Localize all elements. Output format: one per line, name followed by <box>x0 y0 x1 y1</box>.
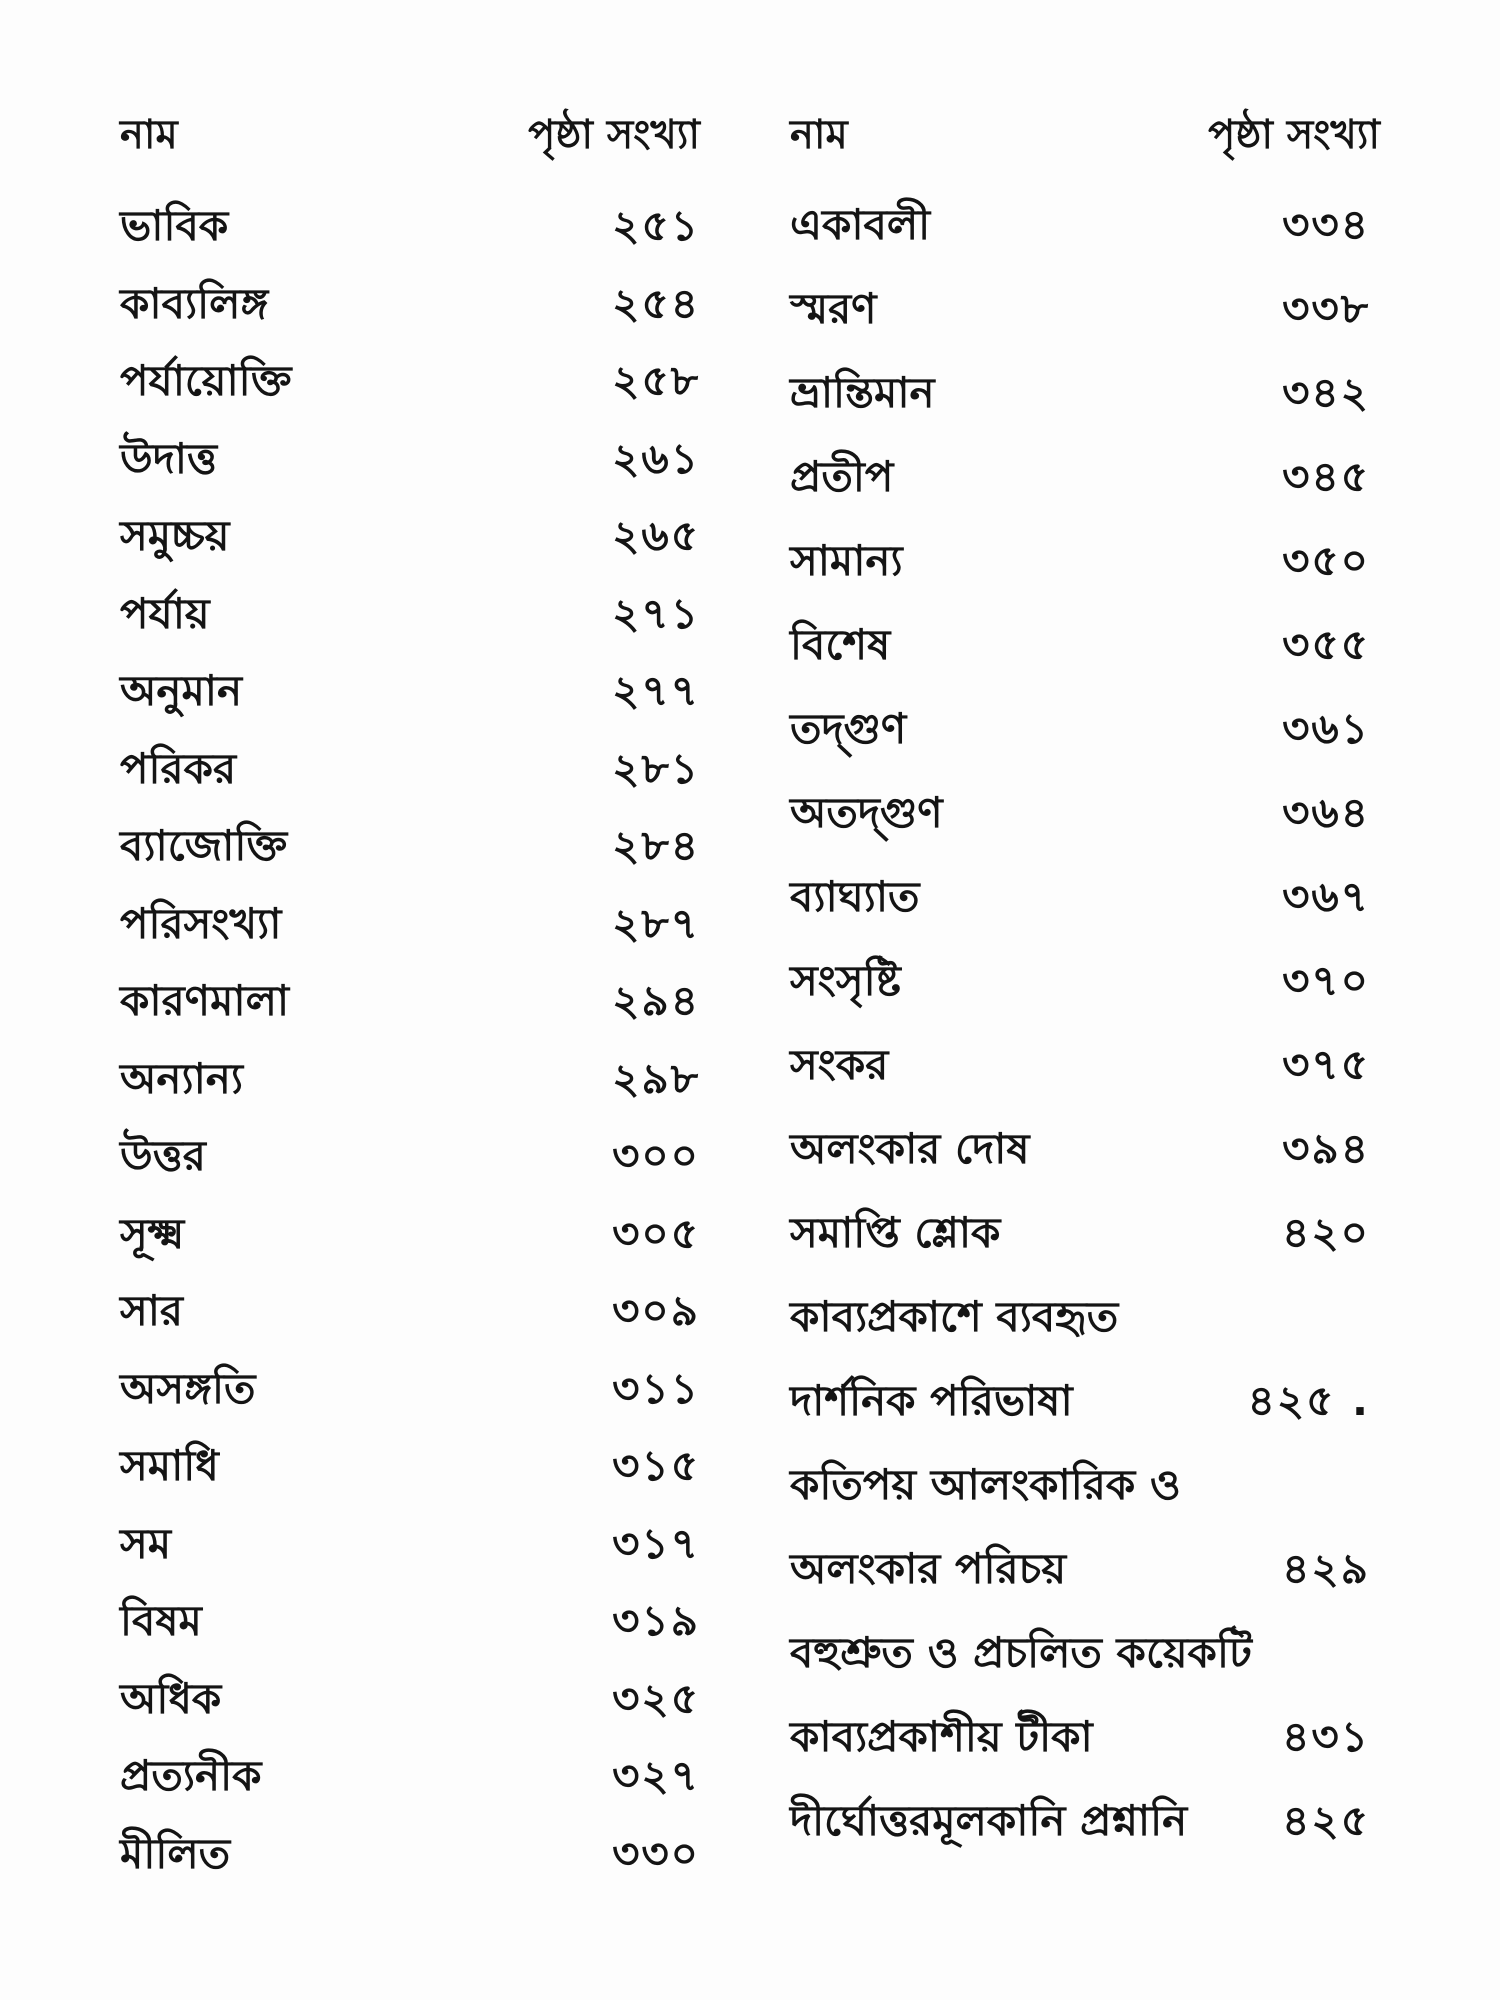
index-entry <box>790 941 1390 1025</box>
index-entry <box>120 1353 710 1431</box>
entry-name: সার <box>120 1286 184 1336</box>
entry-page-number: ৩৪২ <box>1282 367 1370 417</box>
index-entry <box>790 857 1390 941</box>
entry-page-number: ২৫৮ <box>612 356 700 406</box>
entry-page-number: ৩৬১ <box>1282 703 1370 753</box>
page-number-column-heading: পৃষ্ঠা সংখ্যা <box>528 112 700 158</box>
entry-page-number: ৩০৫ <box>612 1208 700 1258</box>
index-entry <box>790 269 1390 353</box>
entry-page-number: ৩৩৮ <box>1282 283 1370 333</box>
entry-name: অধিক <box>120 1673 222 1723</box>
entry-name: তদ্গুণ <box>790 703 907 753</box>
entry-name: বিশেষ <box>790 619 891 669</box>
entry-page-number: ৪২৫ <box>1282 1795 1370 1845</box>
index-entry <box>120 1585 710 1663</box>
index-entry <box>790 1613 1390 1697</box>
entry-name: অন্যান্য <box>120 1053 244 1103</box>
entry-name: সূক্ষ্ম <box>120 1208 185 1258</box>
index-entry <box>120 1120 710 1198</box>
entry-page-number: ২৭১ <box>612 588 700 638</box>
index-entry <box>790 1109 1390 1193</box>
entry-name: ভাবিক <box>120 201 229 251</box>
index-entry <box>790 185 1390 269</box>
entry-name: সামান্য <box>790 535 903 585</box>
entry-name: প্রত্যনীক <box>120 1751 262 1801</box>
index-entry <box>120 1740 710 1818</box>
entry-page-number: ৩০৯ <box>612 1286 700 1336</box>
entry-name: একাবলী <box>790 199 931 249</box>
entry-name: ব্যাঘ্যাত <box>790 871 920 921</box>
index-entry <box>790 1361 1390 1445</box>
index-entry <box>120 888 710 966</box>
entry-page-number: ২৮৭ <box>612 898 700 948</box>
entry-page-number: ৩৯৪ <box>1282 1123 1370 1173</box>
entry-page-number: ৩৬৪ <box>1282 787 1370 837</box>
entry-page-number: ৩৬৭ <box>1282 871 1370 921</box>
index-entry <box>120 810 710 888</box>
entry-name: মীলিত <box>120 1828 231 1878</box>
index-entry <box>120 733 710 811</box>
entry-page-number: ৩১১ <box>612 1363 700 1413</box>
index-entry <box>790 1025 1390 1109</box>
entry-name: কারণমালা <box>120 976 290 1026</box>
entry-page-number: ৩২৭ <box>612 1751 700 1801</box>
index-entry <box>120 1275 710 1353</box>
index-entry <box>120 965 710 1043</box>
entry-name: দার্শনিক পরিভাষা <box>790 1375 1073 1425</box>
index-entry <box>120 500 710 578</box>
entry-name: সমুচ্চয় <box>120 511 230 561</box>
entry-page-number: ২৬৫ <box>612 511 700 561</box>
index-entry <box>120 1508 710 1586</box>
index-entry <box>790 1445 1390 1529</box>
entry-page-number: ৩০০ <box>612 1131 700 1181</box>
entry-page-number: ৩৭০ <box>1282 955 1370 1005</box>
entry-page-number: ৩৭৫ <box>1282 1039 1370 1089</box>
entry-page-number: ৩৪৫ <box>1282 451 1370 501</box>
left-entry-list <box>120 190 710 1895</box>
entry-name: বিষম <box>120 1596 202 1646</box>
index-entry <box>120 1818 710 1896</box>
entry-name: দীর্ঘোত্তরমূলকানি প্রশ্নানি <box>790 1795 1188 1845</box>
entry-name: পরিকর <box>120 743 237 793</box>
entry-name: পরিসংখ্যা <box>120 898 282 948</box>
entry-name: প্রতীপ <box>790 451 894 501</box>
entry-page-number: ২৮১ <box>612 743 700 793</box>
entry-page-number: ৩৩০ <box>612 1828 700 1878</box>
index-entry <box>120 1663 710 1741</box>
right-entry-list <box>790 185 1390 1865</box>
entry-name: কতিপয় আলংকারিক ও <box>790 1459 1181 1509</box>
index-entry <box>120 423 710 501</box>
entry-name: ব্যাজোক্তি <box>120 821 288 871</box>
index-entry <box>120 1043 710 1121</box>
entry-page-number: ৪২৫ . <box>1247 1375 1370 1425</box>
entry-page-number: ৩৫৫ <box>1282 619 1370 669</box>
entry-name: অতদ্গুণ <box>790 787 943 837</box>
index-entry <box>790 605 1390 689</box>
index-entry <box>790 773 1390 857</box>
entry-page-number: ২৯৮ <box>612 1053 700 1103</box>
entry-name: অনুমান <box>120 666 243 716</box>
entry-page-number: ৩২৫ <box>612 1673 700 1723</box>
entry-page-number: ২৯৪ <box>612 976 700 1026</box>
index-entry <box>120 268 710 346</box>
index-entry <box>120 345 710 423</box>
index-entry <box>120 1198 710 1276</box>
left-column-header <box>120 100 710 170</box>
entry-page-number: ৪৩১ <box>1282 1711 1370 1761</box>
entry-name: সমাপ্তি শ্লোক <box>790 1207 1001 1257</box>
entry-name: স্মরণ <box>790 283 877 333</box>
entry-name: সম <box>120 1518 172 1568</box>
name-column-heading: নাম <box>120 112 178 158</box>
entry-name: উদাত্ত <box>120 433 217 483</box>
name-column-heading: নাম <box>790 112 848 158</box>
entry-name: উত্তর <box>120 1131 206 1181</box>
entry-page-number: ৩১৫ <box>612 1441 700 1491</box>
index-entry <box>790 521 1390 605</box>
entry-page-number: ২৭৭ <box>612 666 700 716</box>
page-number-column-heading: পৃষ্ঠা সংখ্যা <box>1208 112 1380 158</box>
entry-page-number: ৪২৯ <box>1282 1543 1370 1593</box>
index-entry <box>790 437 1390 521</box>
entry-page-number: ২৫৪ <box>612 278 700 328</box>
entry-page-number: ২৫১ <box>612 201 700 251</box>
index-entry <box>790 1781 1390 1865</box>
index-entry <box>120 578 710 656</box>
entry-name: অলংকার দোষ <box>790 1123 1030 1173</box>
entry-name: সমাধি <box>120 1441 219 1491</box>
entry-page-number: ৩৩৪ <box>1282 199 1370 249</box>
entry-name: পর্যায়োক্তি <box>120 356 292 406</box>
entry-name: বহুশ্রুত ও প্রচলিত কয়েকটি <box>790 1627 1252 1677</box>
entry-name: সংসৃষ্টি <box>790 955 901 1005</box>
entry-page-number: ৪২০ <box>1282 1207 1370 1257</box>
index-entry <box>790 1529 1390 1613</box>
entry-page-number: ২৮৪ <box>612 821 700 871</box>
entry-page-number: ২৬১ <box>612 433 700 483</box>
right-column <box>790 100 1390 1865</box>
entry-name: কাব্যলিঙ্গ <box>120 278 269 328</box>
index-entry <box>120 1430 710 1508</box>
index-entry <box>790 1277 1390 1361</box>
right-column-header <box>790 100 1390 170</box>
entry-page-number: ৩১৭ <box>612 1518 700 1568</box>
entry-name: অসঙ্গতি <box>120 1363 256 1413</box>
entry-page-number: ৩৫০ <box>1282 535 1370 585</box>
entry-name: অলংকার পরিচয় <box>790 1543 1067 1593</box>
entry-page-number: ৩১৯ <box>612 1596 700 1646</box>
index-entry <box>790 1193 1390 1277</box>
left-column <box>120 100 710 1895</box>
entry-name: কাব্যপ্রকাশে ব্যবহৃত <box>790 1291 1119 1341</box>
entry-name: ভ্রান্তিমান <box>790 367 935 417</box>
entry-name: পর্যায় <box>120 588 210 638</box>
index-entry <box>790 353 1390 437</box>
entry-name: সংকর <box>790 1039 889 1089</box>
index-entry <box>790 689 1390 773</box>
entry-name: কাব্যপ্রকাশীয় টীকা <box>790 1711 1093 1761</box>
index-entry <box>120 655 710 733</box>
index-entry <box>120 190 710 268</box>
index-entry <box>790 1697 1390 1781</box>
